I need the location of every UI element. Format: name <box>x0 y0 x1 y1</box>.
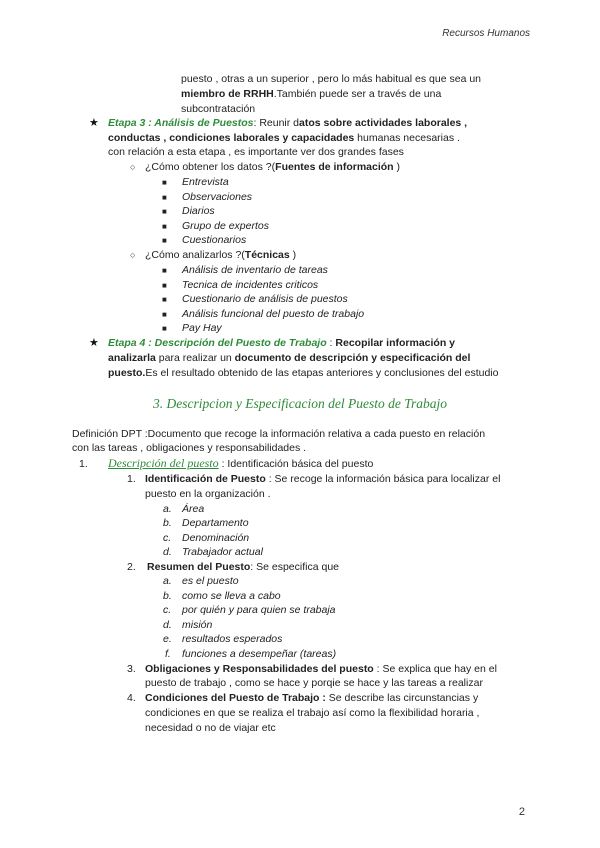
list-item: Cuestionario de análisis de puestos <box>182 293 348 305</box>
section-title: 3. Descripcion y Especificacion del Puesto de Trabajo <box>153 396 447 411</box>
item1-text: : Se recoge la información básica para localizar el <box>265 473 501 485</box>
etapa3-line-3: con relación a esta etapa , es importante ver dos grandes fases <box>108 146 404 158</box>
intro-line-3: subcontratación <box>181 103 256 115</box>
q2-bold: Técnicas <box>244 249 290 261</box>
etapa3-line-2 <box>108 132 460 144</box>
etapa3-line-1 <box>108 117 467 129</box>
list-item: Cuestionarios <box>182 234 247 246</box>
item3-text: : Se explica que hay en el <box>373 663 497 675</box>
item2-bold: Resumen del Puesto <box>147 561 251 573</box>
sub-item: por quién y para quien se trabaja <box>182 604 336 616</box>
etapa3-text2: humanas necesarias . <box>354 132 460 144</box>
list-item: Tecnica de incidentes criticos <box>182 279 319 291</box>
sub-letter: d. <box>163 619 172 631</box>
square-bullet-icon: ■ <box>162 295 167 304</box>
desc-number: 1. <box>79 458 88 470</box>
square-bullet-icon: ■ <box>162 324 167 333</box>
item1-bold: Identificación de Puesto <box>145 473 266 485</box>
sub-item: resultados esperados <box>182 633 283 645</box>
sub-letter: b. <box>163 590 172 602</box>
list-item: Pay Hay <box>182 322 222 334</box>
sub-item: misión <box>182 619 213 631</box>
etapa4-line-3 <box>108 367 498 379</box>
sub-item: Área <box>182 503 205 515</box>
etapa4-text1: : <box>326 337 336 349</box>
list-item: Grupo de expertos <box>182 220 269 232</box>
list-item: Observaciones <box>182 191 253 203</box>
sub-letter: d. <box>163 546 172 558</box>
list-item: Análisis funcional del puesto de trabajo <box>182 308 365 320</box>
sub-letter: a. <box>163 503 172 515</box>
square-bullet-icon: ■ <box>162 281 167 290</box>
list-item: Análisis de inventario de tareas <box>182 264 328 276</box>
q1-post: ) <box>393 161 401 173</box>
sub-letter: f. <box>165 648 171 660</box>
item3-line-2: puesto de trabajo , como se hace y porqie se hace y las tareas a realizar <box>145 677 483 689</box>
header-title: Recursos Humanos <box>442 28 530 39</box>
intro-bold: miembro de RRHH <box>181 88 274 100</box>
sub-item: funciones a desempeñar (tareas) <box>182 648 337 660</box>
item4-line-3: necesidad o no de viajar etc <box>145 722 276 734</box>
list-item: Diarios <box>182 205 215 217</box>
sub-letter: e. <box>163 633 172 645</box>
sub-item: Trabajador actual <box>182 546 263 558</box>
etapa3-question-1 <box>145 161 400 173</box>
etapa4-line-2 <box>108 352 470 364</box>
etapa4-bold2: analizarla <box>108 352 156 364</box>
etapa3-text1: : Reunir d <box>253 117 300 129</box>
definition-line-2: con las tareas , obligaciones y responsabilidades . <box>72 442 307 454</box>
square-bullet-icon: ■ <box>162 222 167 231</box>
item1-number: 1. <box>127 473 136 485</box>
etapa4-line-1 <box>108 337 455 349</box>
q2-pre: ¿Cómo analizarlos ?( <box>145 249 245 261</box>
etapa3-question-2 <box>145 249 296 261</box>
etapa3-bold1: atos sobre actividades laborales , <box>299 117 468 129</box>
item4-text: Se describe las circunstancias y <box>325 692 479 704</box>
desc-label: Descripción del puesto <box>108 456 219 470</box>
etapa3-bold2: conductas , condiciones laborales y capacidades <box>108 132 355 144</box>
intro-line-2 <box>181 88 441 100</box>
item4-bold: Condiciones del Puesto de Trabajo : <box>145 692 326 704</box>
circle-bullet-icon: ○ <box>130 250 136 260</box>
sub-letter: b. <box>163 517 172 529</box>
star-bullet-icon: ★ <box>89 337 99 349</box>
square-bullet-icon: ■ <box>162 266 167 275</box>
q1-bold: Fuentes de información <box>275 161 394 173</box>
sub-letter: a. <box>163 575 172 587</box>
etapa4-bold3: documento de descripción y especificación del <box>234 352 471 364</box>
page-number: 2 <box>518 806 525 818</box>
square-bullet-icon: ■ <box>162 193 167 202</box>
sub-item: Departamento <box>182 517 249 529</box>
item2-line-1 <box>147 561 339 573</box>
square-bullet-icon: ■ <box>162 310 167 319</box>
item4-line-1 <box>145 692 478 704</box>
etapa4-label: Etapa 4 : Descripción del Puesto de Trabajo <box>108 337 327 349</box>
intro-rest: .También puede ser a través de una <box>273 88 442 100</box>
item2-number: 2. <box>127 561 136 573</box>
sub-letter: c. <box>163 604 172 616</box>
etapa3-label: Etapa 3 : Análisis de Puestos <box>108 117 254 129</box>
q2-post: ) <box>289 249 297 261</box>
square-bullet-icon: ■ <box>162 178 167 187</box>
sub-item: Denominación <box>182 532 250 544</box>
etapa4-text3: Es el resultado obtenido de las etapas anteriores y conclusiones del estudio <box>145 367 499 379</box>
star-bullet-icon: ★ <box>89 117 99 129</box>
q1-pre: ¿Cómo obtener los datos ?( <box>145 161 276 173</box>
definition-line-1: Definición DPT :Documento que recoge la información relativa a cada puesto en relación <box>72 428 486 440</box>
sub-item: es el puesto <box>182 575 239 587</box>
sub-letter: c. <box>163 532 172 544</box>
item1-line-2: puesto en la organización . <box>145 488 271 500</box>
circle-bullet-icon: ○ <box>130 162 136 172</box>
item1-line-1 <box>145 473 500 485</box>
sub-item: como se lleva a cabo <box>182 590 281 602</box>
item2-text: : Se especifica que <box>250 561 340 573</box>
intro-line-1: puesto , otras a un superior , pero lo más habitual es que sea un <box>181 73 482 85</box>
etapa4-text2: para realizar un <box>155 352 235 364</box>
square-bullet-icon: ■ <box>162 236 167 245</box>
etapa4-bold1: Recopilar información y <box>335 337 456 349</box>
item3-line-1 <box>145 663 497 675</box>
square-bullet-icon: ■ <box>162 207 167 216</box>
list-item: Entrevista <box>182 176 229 188</box>
item4-line-2: condiciones en que se realiza el trabajo así como la flexibilidad horaria , <box>145 707 480 719</box>
desc-text: : Identificación básica del puesto <box>218 458 374 470</box>
item3-number: 3. <box>127 663 136 675</box>
desc-line <box>108 456 373 471</box>
item4-number: 4. <box>127 692 136 704</box>
etapa4-bold4: puesto. <box>108 367 146 379</box>
item3-bold: Obligaciones y Responsabilidades del puesto <box>145 663 374 675</box>
